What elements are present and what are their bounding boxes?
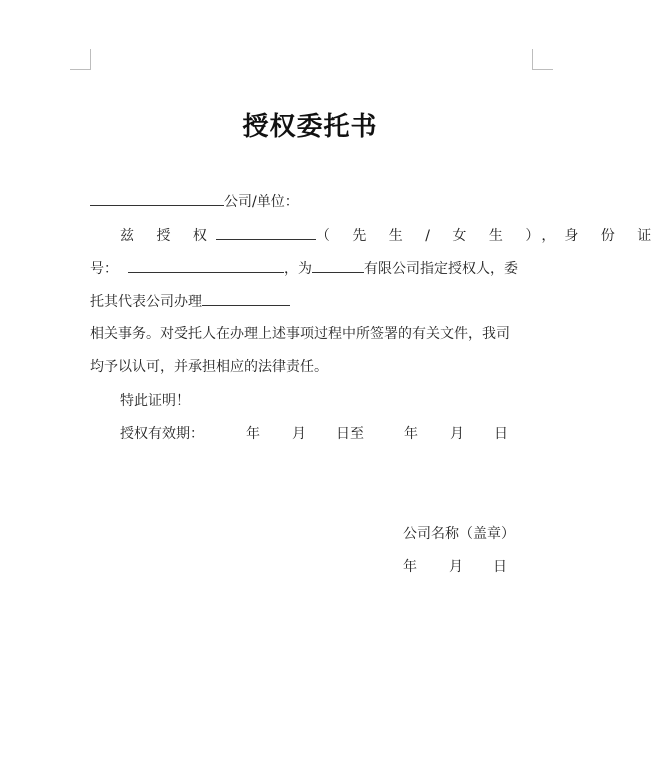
paragraph2-line1: 相关事务。对受托人在办理上述事项过程中所签署的有关文件，我司 — [90, 326, 510, 342]
certify-text: 特此证明！ — [120, 393, 190, 409]
signature-company: 公司名称（盖章） — [403, 526, 515, 542]
signature-month: 月 — [449, 559, 463, 575]
validity-label: 授权有效期： — [120, 426, 204, 442]
entrust-text: 托其代表公司办理 — [90, 294, 202, 310]
validity-day1: 日至 — [336, 426, 364, 442]
company-label: 公司/单位： — [224, 194, 299, 210]
name-blank[interactable] — [216, 225, 316, 240]
id-number-blank[interactable] — [128, 258, 284, 273]
validity-day2: 日 — [494, 426, 508, 442]
id-label: 号： — [90, 261, 118, 277]
validity-year1: 年 — [246, 426, 260, 442]
company-blank[interactable] — [90, 191, 224, 206]
authorize-text: 兹 授 权 — [120, 228, 216, 244]
company-line — [90, 191, 299, 212]
document-title: 授权委托书 — [242, 112, 378, 142]
validity-line — [120, 424, 204, 444]
paragraph1-line3 — [90, 291, 290, 312]
signature-year: 年 — [403, 559, 417, 575]
for-label: ，为 — [284, 261, 312, 277]
matter-blank[interactable] — [202, 291, 290, 306]
validity-month1: 月 — [292, 426, 306, 442]
signature-day: 日 — [493, 559, 507, 575]
appoint-text: 有限公司指定授权人，委 — [364, 261, 518, 277]
validity-year2: 年 — [404, 426, 418, 442]
gender-text: （ 先 生 / 女 生 ），身 份 证 — [315, 228, 660, 244]
validity-month2: 月 — [450, 426, 464, 442]
company-name-blank[interactable] — [312, 258, 364, 273]
paragraph2-line2: 均予以认可，并承担相应的法律责任。 — [90, 359, 328, 375]
paragraph1-line1 — [120, 225, 660, 246]
page-corner-mark-top-right — [532, 49, 553, 70]
page-corner-mark-top-left — [70, 49, 91, 70]
paragraph1-line2 — [90, 258, 518, 279]
